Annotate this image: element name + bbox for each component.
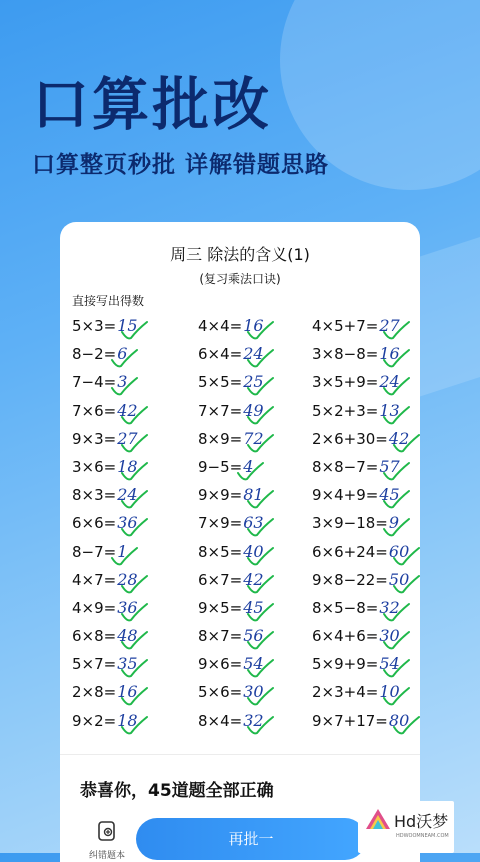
- problem-equation: 6×7=: [198, 570, 243, 589]
- page-headline: 口算批改: [32, 72, 272, 138]
- problem-equation: 4×4=: [198, 317, 243, 335]
- handwritten-answer: 18: [117, 456, 138, 476]
- handwritten-answer: 1: [117, 541, 128, 561]
- worksheet-subtitle: (复习乘法口诀): [199, 272, 281, 286]
- watermark-logo-icon: [364, 807, 392, 837]
- handwritten-answer: 57: [379, 456, 400, 476]
- handwritten-answer: 15: [117, 316, 138, 335]
- problem-item: [60, 682, 188, 710]
- problem-item: [60, 316, 188, 344]
- handwritten-answer: 16: [117, 682, 138, 702]
- notebook-icon: [96, 820, 118, 842]
- problem-item: [310, 654, 420, 682]
- problem-equation: 8×5−8=: [312, 598, 379, 617]
- handwritten-answer: 50: [388, 569, 410, 589]
- handwritten-answer: 80: [388, 710, 410, 730]
- problem-equation: 5×5=: [198, 373, 243, 392]
- problem-equation: 2×3+4=: [312, 683, 379, 702]
- problem-item: [188, 542, 310, 570]
- handwritten-answer: 6: [117, 344, 128, 364]
- problem-item: [310, 485, 420, 513]
- problem-equation: 5×7=: [72, 655, 117, 674]
- problem-item: [60, 401, 188, 429]
- problem-item: [188, 682, 310, 710]
- worksheet-card: [60, 222, 420, 862]
- handwritten-answer: 13: [379, 400, 400, 420]
- handwritten-answer: 63: [243, 513, 264, 533]
- problem-equation: 4×5+7=: [312, 317, 379, 335]
- handwritten-answer: 24: [243, 344, 264, 364]
- problem-equation: 6×4=: [198, 345, 243, 364]
- problem-item: [60, 513, 188, 541]
- handwritten-answer: 30: [379, 626, 400, 646]
- problem-item: [310, 457, 420, 485]
- handwritten-answer: 3: [117, 372, 128, 392]
- problem-item: [60, 457, 188, 485]
- problem-item: [310, 372, 420, 400]
- problem-item: [310, 711, 420, 739]
- problem-item: [60, 626, 188, 654]
- problem-equation: 8×3=: [72, 486, 117, 505]
- problem-equation: 9×6=: [198, 655, 243, 674]
- handwritten-answer: 18: [117, 710, 138, 730]
- problem-item: [188, 626, 310, 654]
- problem-item: [188, 316, 310, 344]
- handwritten-answer: 35: [117, 654, 138, 674]
- problem-equation: 9×5=: [198, 598, 243, 617]
- problem-equation: 6×6=: [72, 514, 117, 533]
- handwritten-answer: 32: [379, 597, 400, 617]
- problem-item: [188, 711, 310, 739]
- problem-item: [188, 401, 310, 429]
- divider: [60, 754, 420, 755]
- handwritten-answer: 56: [243, 626, 264, 646]
- problem-item: [60, 542, 188, 570]
- problem-equation: 3×6=: [72, 457, 117, 476]
- watermark-subtext: HDWOOMNEAM.COM: [396, 833, 449, 839]
- problem-equation: 8×5=: [198, 542, 243, 561]
- problem-equation: 6×6+24=: [312, 542, 388, 561]
- problem-item: [188, 654, 310, 682]
- problem-item: [188, 372, 310, 400]
- watermark-text: Hd沃梦: [394, 812, 449, 831]
- handwritten-answer: 60: [388, 541, 410, 561]
- problem-item: [60, 372, 188, 400]
- problem-item: [310, 429, 420, 457]
- problem-item: [310, 626, 420, 654]
- problem-equation: 8×7=: [198, 627, 243, 646]
- problem-equation: 5×9+9=: [312, 655, 379, 674]
- problem-item: [60, 344, 188, 372]
- problem-equation: 7−4=: [72, 373, 117, 392]
- problem-equation: 6×4+6=: [312, 627, 379, 646]
- problem-equation: 9×4+9=: [312, 486, 379, 505]
- handwritten-answer: 27: [379, 316, 400, 335]
- problem-equation: 3×5+9=: [312, 373, 379, 392]
- handwritten-answer: 72: [243, 428, 264, 448]
- page-subline: 口算整页秒批 详解错题思路: [32, 152, 330, 178]
- problem-equation: 5×6=: [198, 683, 243, 702]
- problem-item: [60, 485, 188, 513]
- handwritten-answer: 24: [379, 372, 400, 392]
- handwritten-answer: 54: [243, 654, 264, 674]
- handwritten-answer: 40: [243, 541, 264, 561]
- problem-item: [188, 513, 310, 541]
- problem-equation: 7×9=: [198, 514, 243, 533]
- handwritten-answer: 45: [379, 485, 400, 505]
- handwritten-answer: 42: [388, 428, 410, 448]
- handwritten-answer: 48: [117, 626, 138, 646]
- problem-equation: 5×2+3=: [312, 401, 379, 420]
- handwritten-answer: 16: [379, 344, 400, 364]
- handwritten-answer: 25: [243, 372, 264, 392]
- problem-item: [310, 598, 420, 626]
- handwritten-answer: 32: [243, 710, 264, 730]
- handwritten-answer: 42: [117, 400, 138, 420]
- problem-equation: 7×6=: [72, 401, 117, 420]
- problem-item: [188, 570, 310, 598]
- result-message: 恭喜你，45道题全部正确: [80, 781, 274, 801]
- problem-equation: 9×3=: [72, 429, 117, 448]
- handwritten-answer: 54: [379, 654, 400, 674]
- problem-item: [60, 654, 188, 682]
- problem-item: [60, 598, 188, 626]
- handwritten-answer: 9: [388, 513, 400, 533]
- problem-equation: 9×2=: [72, 711, 117, 730]
- problem-item: [60, 711, 188, 739]
- problem-item: [188, 598, 310, 626]
- problem-item: [60, 570, 188, 598]
- handwritten-answer: 24: [117, 485, 138, 505]
- problem-equation: 9×8−22=: [312, 570, 388, 589]
- problem-equation: 8×8−7=: [312, 457, 379, 476]
- problem-item: [310, 401, 420, 429]
- handwritten-answer: 81: [243, 485, 264, 505]
- problem-item: [188, 344, 310, 372]
- recheck-button[interactable]: 再批一: [136, 818, 366, 860]
- problem-item: [188, 429, 310, 457]
- problem-equation: 9×7+17=: [312, 711, 388, 730]
- handwritten-answer: 4: [243, 456, 254, 476]
- problem-item: [60, 429, 188, 457]
- problem-item: [310, 513, 420, 541]
- problem-equation: 2×6+30=: [312, 429, 388, 448]
- handwritten-answer: 45: [243, 597, 264, 617]
- problem-equation: 8−2=: [72, 345, 117, 364]
- problem-equation: 4×9=: [72, 598, 117, 617]
- handwritten-answer: 16: [243, 316, 264, 335]
- problem-grid: [60, 316, 420, 739]
- problem-item: [310, 542, 420, 570]
- problem-item: [310, 682, 420, 710]
- problem-equation: 2×8=: [72, 683, 117, 702]
- problem-equation: 8−7=: [72, 542, 117, 561]
- handwritten-answer: 42: [243, 569, 264, 589]
- problem-item: [188, 457, 310, 485]
- problem-equation: 8×9=: [198, 429, 243, 448]
- problem-item: [310, 570, 420, 598]
- problem-equation: 8×4=: [198, 711, 243, 730]
- handwritten-answer: 36: [117, 597, 138, 617]
- worksheet-title: 周三 除法的含义(1): [170, 245, 310, 264]
- problem-equation: 3×8−8=: [312, 345, 379, 364]
- problem-equation: 9−5=: [198, 457, 243, 476]
- problem-item: [310, 316, 420, 344]
- handwritten-answer: 28: [117, 569, 138, 589]
- problem-equation: 9×9=: [198, 486, 243, 505]
- problem-equation: 5×3=: [72, 317, 117, 335]
- problem-equation: 3×9−18=: [312, 514, 388, 533]
- wrong-book-button[interactable]: [82, 820, 132, 861]
- problem-equation: 4×7=: [72, 570, 117, 589]
- worksheet-instruction: 直接写出得数: [72, 294, 145, 308]
- problem-equation: 6×8=: [72, 627, 117, 646]
- watermark-logo: [358, 801, 454, 853]
- wrong-book-label: 纠错题本: [88, 851, 125, 861]
- problem-item: [188, 485, 310, 513]
- problem-equation: 7×7=: [198, 401, 243, 420]
- handwritten-answer: 10: [379, 682, 400, 702]
- problem-item: [310, 344, 420, 372]
- handwritten-answer: 36: [117, 513, 138, 533]
- handwritten-answer: 30: [243, 682, 264, 702]
- handwritten-answer: 27: [117, 428, 138, 448]
- handwritten-answer: 49: [243, 400, 264, 420]
